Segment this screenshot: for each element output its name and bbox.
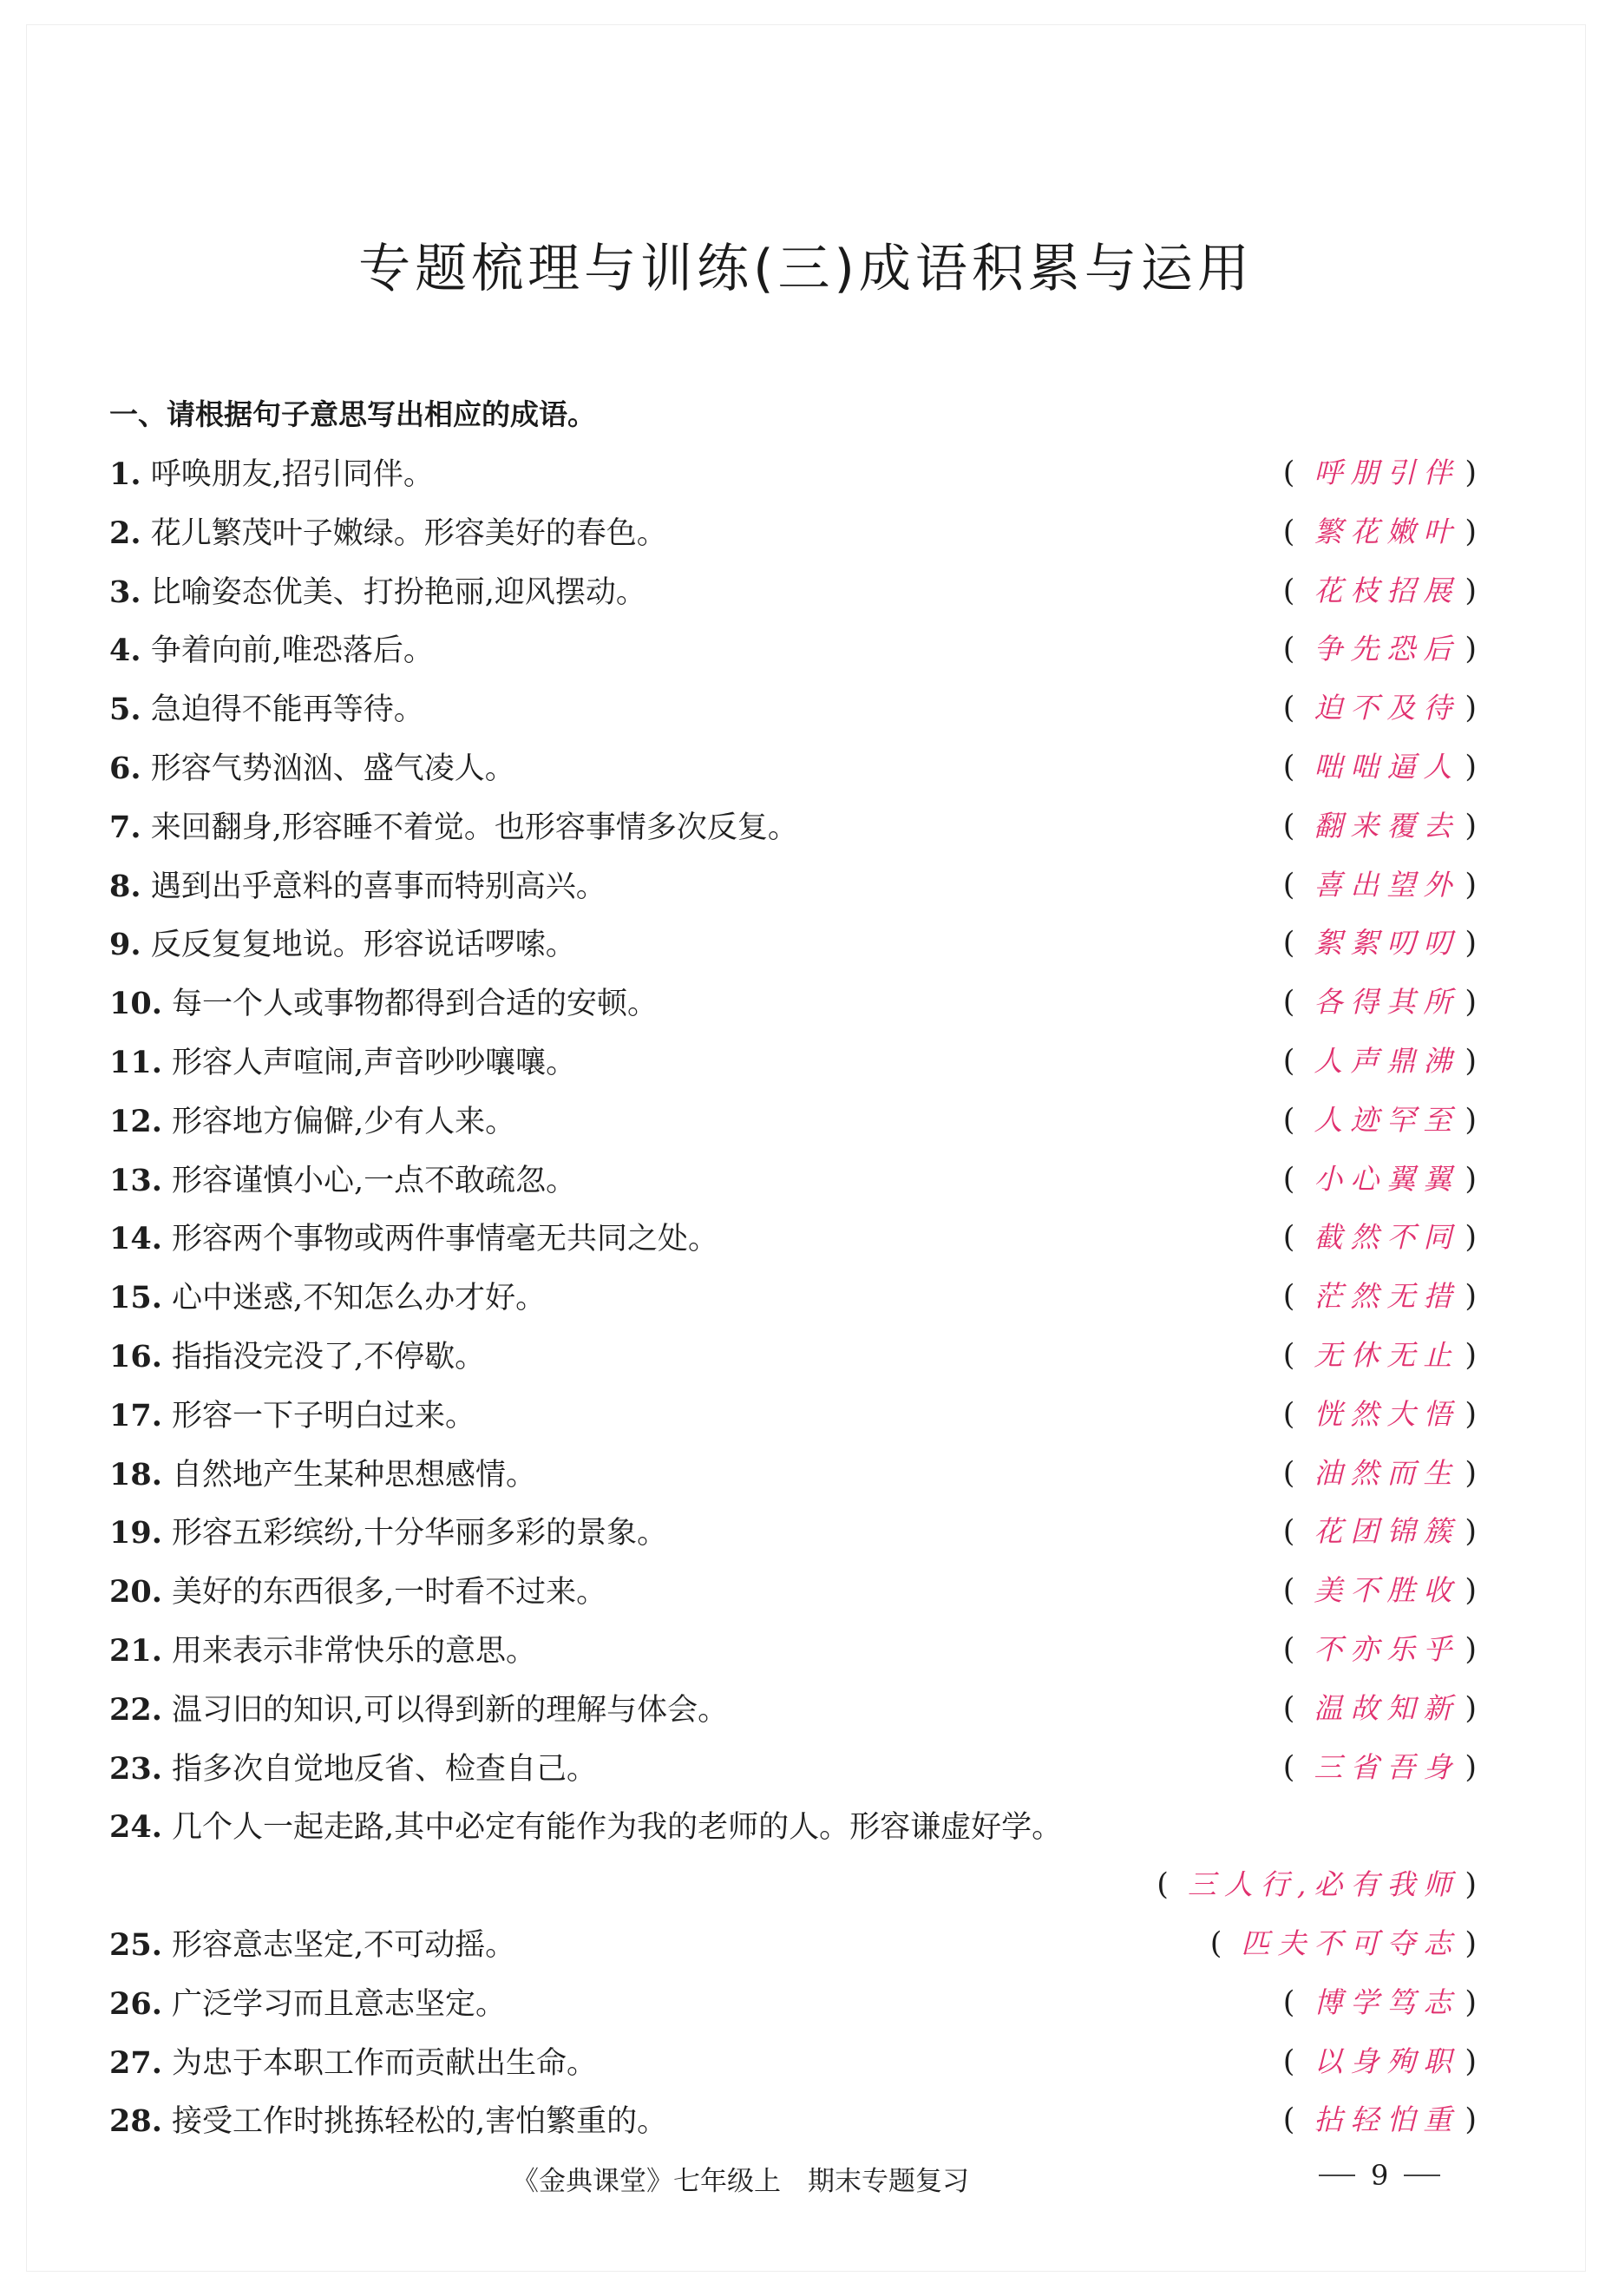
answer: ( 繁花嫩叶 ) [1282,514,1477,549]
question-text: 10. 每一个人或事物都得到合适的安顿。 [109,986,659,1022]
question-text: 5. 急迫得不能再等待。 [109,692,424,728]
question-text: 9. 反反复复地说。形容说话啰嗦。 [109,927,576,963]
question-text: 25. 形容意志坚定,不可动摇。 [109,1926,516,1963]
question-item [109,915,1477,974]
question-item [109,1210,1477,1269]
answer: ( 人迹罕至 ) [1282,1102,1477,1138]
answer: ( 呼朋引伴 ) [1282,456,1477,490]
page-title: 专题梳理与训练(三)成语积累与运用 [358,239,1254,299]
question-item [109,1622,1477,1681]
question-text: 8. 遇到出乎意料的喜事而特别高兴。 [109,868,606,904]
question-text: 12. 形容地方偏僻,少有人来。 [109,1103,516,1139]
question-text: 4. 争着向前,唯恐落后。 [109,633,434,669]
question-text: 11. 形容人声喧闹,声音吵吵嚷嚷。 [109,1044,577,1080]
question-item [109,1092,1477,1151]
question-text: 2. 花儿繁茂叶子嫩绿。形容美好的春色。 [109,515,667,551]
question-text: 20. 美好的东西很多,一时看不过来。 [109,1574,607,1610]
question-text: 28. 接受工作时挑拣轻松的,害怕繁重的。 [109,2103,668,2140]
section-heading: 一、请根据句子意思写出相应的成语。 [109,397,596,431]
question-item [109,1798,1477,1857]
question-text: 6. 形容气势汹汹、盛气凌人。 [109,750,515,786]
answer: ( 花枝招展 ) [1282,573,1477,608]
question-text: 15. 心中迷惑,不知怎么办才好。 [109,1280,547,1316]
question-text: 22. 温习旧的知识,可以得到新的理解与体会。 [109,1691,729,1728]
question-item [109,857,1477,916]
question-item [109,445,1477,504]
answer: ( 三人行,必有我师 ) [1157,1867,1477,1903]
question-item [109,1740,1477,1799]
question-item [109,1151,1477,1210]
page-number: 9 [1371,2159,1389,2192]
question-item [109,680,1477,739]
answer: ( 截然不同 ) [1282,1220,1477,1256]
answer: ( 絮絮叨叨 ) [1282,926,1477,961]
page-number-block [1319,2159,1440,2192]
answer: ( 美不胜收 ) [1282,1573,1477,1609]
question-text: 1. 呼唤朋友,招引同伴。 [109,456,434,492]
question-item [109,1504,1477,1563]
question-item [109,1681,1477,1740]
answer: ( 无休无止 ) [1282,1337,1477,1373]
question-text: 21. 用来表示非常快乐的意思。 [109,1632,537,1669]
answer: ( 各得其所 ) [1282,985,1477,1020]
answer: ( 匹夫不可夺志 ) [1209,1925,1477,1961]
answer: ( 喜出望外 ) [1282,867,1477,902]
answer: ( 油然而生 ) [1282,1455,1477,1491]
page-footer [0,2159,1612,2202]
question-item [109,1446,1477,1505]
answer: ( 翻来覆去 ) [1282,808,1477,843]
question-text: 26. 广泛学习而且意志坚定。 [109,1985,507,2022]
dash-right [1404,2175,1440,2176]
question-item [109,1269,1477,1328]
question-item [109,974,1477,1033]
answer: ( 争先恐后 ) [1282,632,1477,667]
question-item-answer-line [109,1857,1477,1916]
question-text: 27. 为忠于本职工作而贡献出生命。 [109,2044,598,2081]
question-item [109,798,1477,857]
question-item [109,739,1477,798]
question-item [109,1975,1477,2034]
question-list [109,445,1477,2151]
question-text: 13. 形容谨慎小心,一点不敢疏忽。 [109,1162,577,1198]
question-text: 19. 形容五彩缤纷,十分华丽多彩的景象。 [109,1515,668,1551]
answer: ( 迫不及待 ) [1282,691,1477,726]
question-text: 16. 指指没完没了,不停歇。 [109,1338,486,1374]
book-title: 《金典课堂》七年级上 期末专题复习 [512,2166,969,2197]
answer: ( 拈轻怕重 ) [1282,2102,1477,2138]
question-item [109,1033,1477,1092]
question-text: 7. 来回翻身,形容睡不着觉。也形容事情多次反复。 [109,809,798,845]
question-text: 18. 自然地产生某种思想感情。 [109,1456,537,1492]
answer: ( 以身殉职 ) [1282,2043,1477,2079]
question-item [109,1328,1477,1387]
question-item [109,621,1477,680]
answer: ( 茫然无措 ) [1282,1279,1477,1315]
answer: ( 温故知新 ) [1282,1690,1477,1726]
answer: ( 恍然大悟 ) [1282,1396,1477,1432]
dash-left [1319,2175,1355,2176]
question-item [109,504,1477,563]
question-item [109,2034,1477,2093]
answer: ( 博学笃志 ) [1282,1984,1477,2020]
answer: ( 花团锦簇 ) [1282,1514,1477,1550]
answer: ( 三省吾身 ) [1282,1749,1477,1785]
question-text: 14. 形容两个事物或两件事情毫无共同之处。 [109,1221,719,1257]
question-text: 3. 比喻姿态优美、打扮艳丽,迎风摆动。 [109,574,646,610]
question-text: 17. 形容一下子明白过来。 [109,1397,476,1433]
question-item [109,563,1477,622]
answer: ( 不亦乐乎 ) [1282,1631,1477,1667]
answer: ( 人声鼎沸 ) [1282,1043,1477,1079]
question-text: 24. 几个人一起走路,其中必定有能作为我的老师的人。形容谦虚好学。 [109,1809,1063,1846]
question-text: 23. 指多次自觉地反省、检查自己。 [109,1750,598,1787]
question-item [109,2092,1477,2151]
answer: ( 小心翼翼 ) [1282,1161,1477,1197]
question-item [109,1563,1477,1622]
question-item [109,1916,1477,1975]
answer: ( 咄咄逼人 ) [1282,749,1477,784]
question-item [109,1387,1477,1446]
